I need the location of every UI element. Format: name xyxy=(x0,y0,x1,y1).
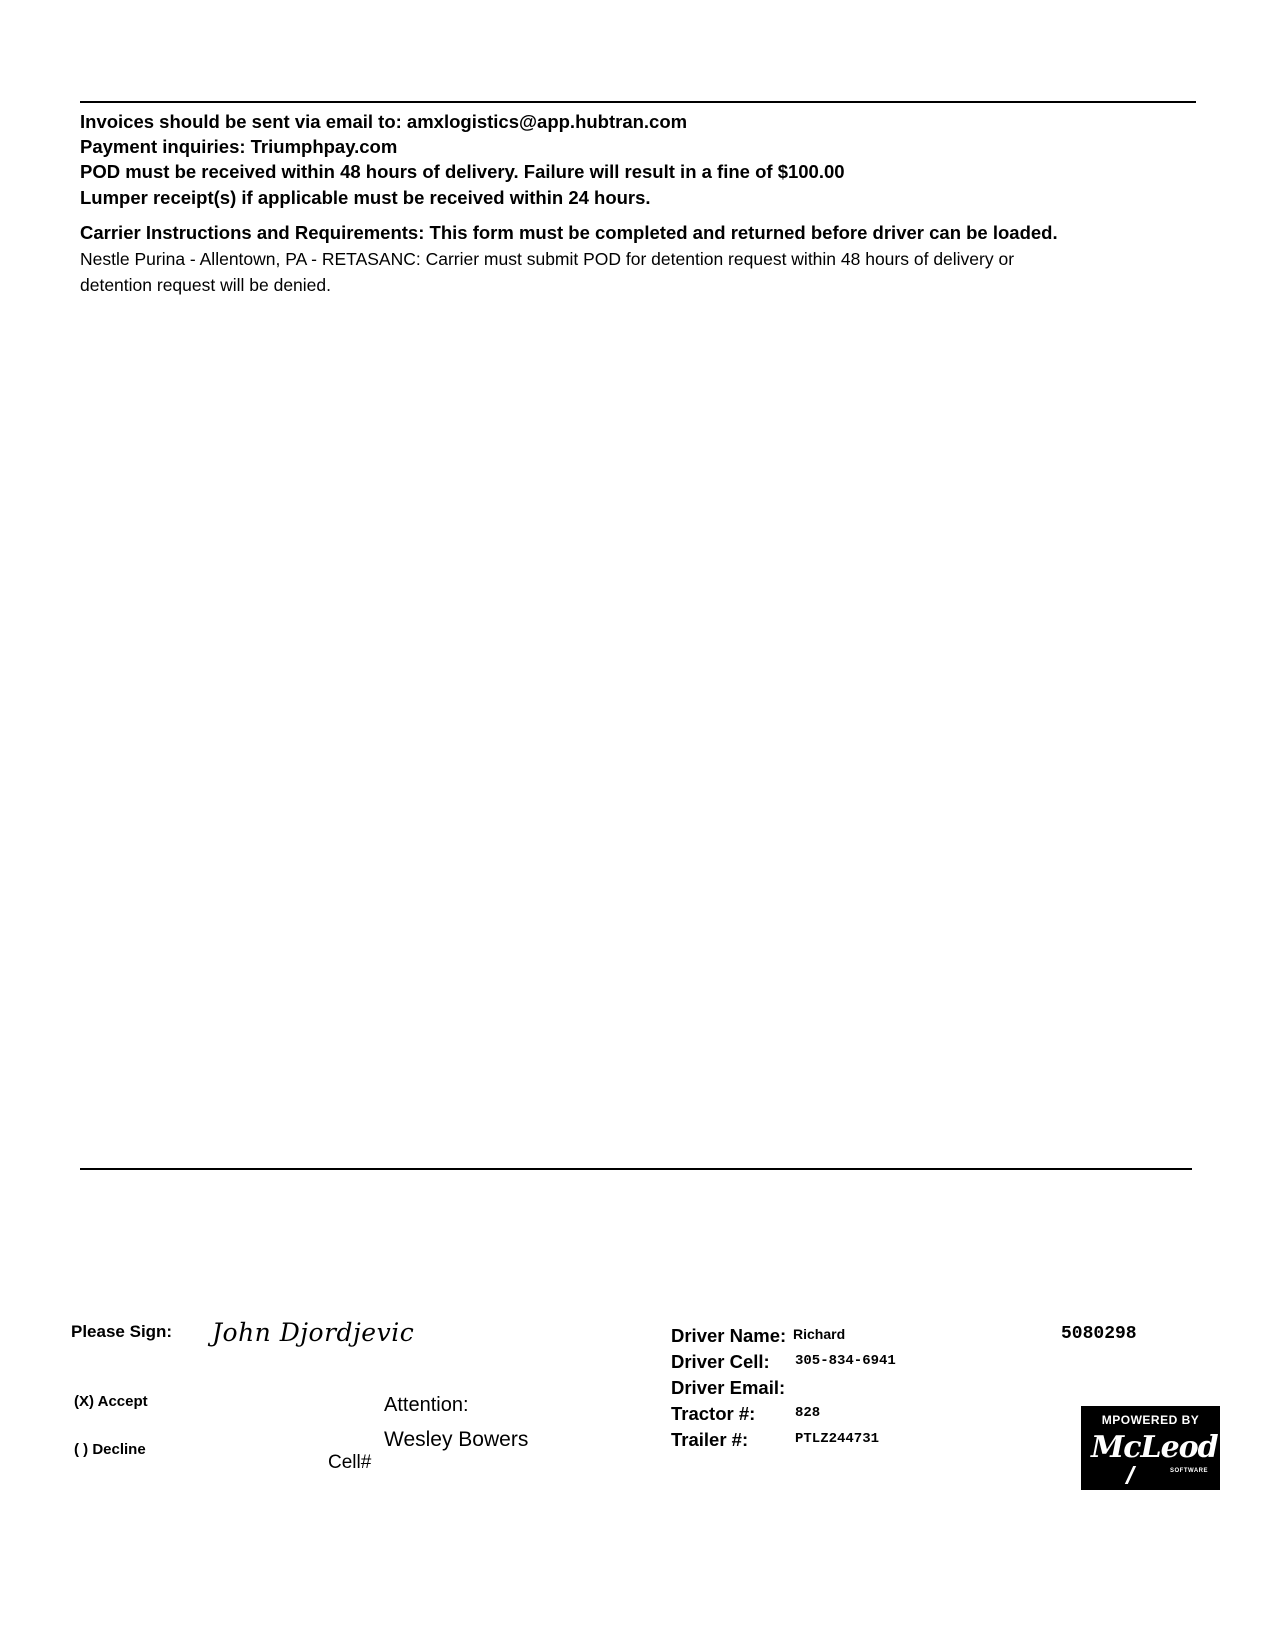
signature: John Djordjevic xyxy=(212,1318,415,1347)
pod-deadline-notice: POD must be received within 48 hours of delivery. Failure will result in a fine of $100.00 xyxy=(80,161,845,182)
please-sign-label: Please Sign: xyxy=(71,1322,173,1341)
driver-cell-label: Driver Cell: xyxy=(671,1351,770,1372)
carrier-instructions-body: Nestle Purina - Allentown, PA - RETASANC: Carrier must submit POD for detention request within 48 hours of delivery or detention request will be denied. xyxy=(80,249,1015,295)
top-divider xyxy=(80,101,1196,103)
logo-brand: McLeod xyxy=(1091,1430,1218,1465)
cell-label: Cell# xyxy=(328,1452,372,1473)
mcleod-logo xyxy=(1081,1406,1220,1490)
driver-cell-value: 305-834-6941 xyxy=(795,1353,896,1369)
logo-slash-mark xyxy=(1125,1466,1136,1484)
driver-email-label: Driver Email: xyxy=(671,1377,786,1398)
driver-name-label: Driver Name: xyxy=(671,1325,787,1346)
lumper-receipt-notice: Lumper receipt(s) if applicable must be received within 24 hours. xyxy=(80,187,651,208)
payment-inquiries-notice: Payment inquiries: Triumphpay.com xyxy=(80,136,398,157)
attention-name: Wesley Bowers xyxy=(384,1428,529,1451)
decline-option: ( ) Decline xyxy=(74,1441,146,1458)
order-number: 5080298 xyxy=(1061,1324,1137,1344)
invoice-email-notice: Invoices should be sent via email to: amxlogistics@app.hubtran.com xyxy=(80,111,688,132)
attention-label: Attention: xyxy=(384,1394,469,1416)
tractor-value: 828 xyxy=(795,1405,821,1421)
trailer-value: PTLZ244731 xyxy=(795,1431,880,1447)
driver-name-value: Richard xyxy=(793,1326,846,1342)
logo-sub-text: SOFTWARE xyxy=(1170,1468,1208,1474)
accept-option: (X) Accept xyxy=(74,1393,148,1410)
trailer-label: Trailer #: xyxy=(671,1429,749,1450)
carrier-instructions-heading: Carrier Instructions and Requirements: This form must be completed and returned before driver can be loaded. xyxy=(80,222,1058,243)
logo-top-text: MPOWERED BY xyxy=(1101,1413,1200,1427)
bottom-divider xyxy=(80,1168,1192,1170)
tractor-label: Tractor #: xyxy=(671,1403,756,1424)
